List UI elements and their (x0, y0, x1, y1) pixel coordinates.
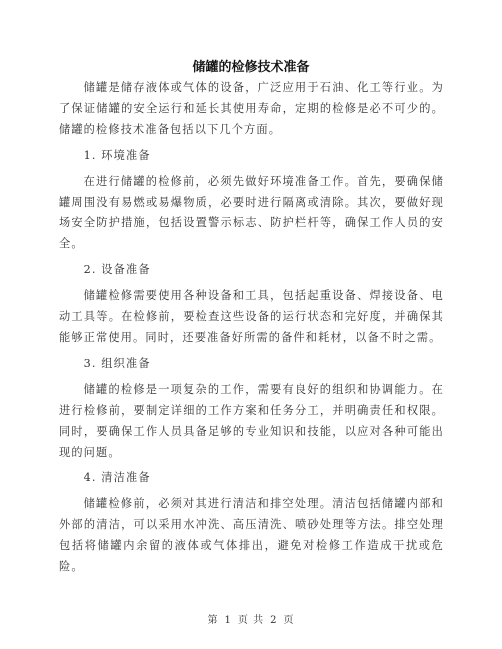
section-body-environment: 在进行储罐的检修前，必须先做好环境准备工作。首先，要确保储罐周围没有易燃或易爆物质，必要时进行隔离或清除。其次，要做好现场安全防护措施，包括设置警示标志、防护栏杆等，确保工作人员的安全。 (59, 174, 444, 251)
document-body (59, 78, 444, 583)
footer-prefix: 第 (207, 615, 219, 626)
footer-total-pages: 2 (270, 615, 278, 626)
section-body-organization: 储罐的检修是一项复杂的工作，需要有良好的组织和协调能力。在进行检修前，要制定详细的工作方案和任务分工，并明确责任和权限。同时，要确保工作人员具备足够的专业知识和技能，以应对各种可能出现的问题。 (59, 382, 444, 459)
footer-current-page: 1 (224, 615, 232, 626)
intro-paragraph: 储罐是储存液体或气体的设备，广泛应用于石油、化工等行业。为了保证储罐的安全运行和延长其使用寿命，定期的检修是必不可少的。储罐的检修技术准备包括以下几个方面。 (59, 81, 444, 136)
section-body-equipment: 储罐检修需要使用各种设备和工具，包括起重设备、焊接设备、电动工具等。在检修前，要检查这些设备的运行状态和完好度，并确保其能够正常使用。同时，还要准备好所需的备件和耗材，以备不时之需。 (59, 289, 444, 344)
section-heading-organization: 3. 组织准备 (83, 356, 151, 370)
footer-suffix: 页 (283, 615, 295, 626)
document-title: 储罐的检修技术准备 (192, 60, 310, 75)
section-heading-environment: 1. 环境准备 (83, 148, 151, 162)
section-heading-cleaning: 4. 清洁准备 (83, 471, 151, 485)
page-footer (0, 611, 502, 626)
section-body-cleaning: 储罐检修前，必须对其进行清洁和排空处理。清洁包括储罐内部和外部的清洁，可以采用水冲洗、高压清洗、喷砂处理等方法。排空处理包括将储罐内余留的液体或气体排出，避免对检修工作造成干扰或危险。 (59, 497, 444, 574)
footer-middle: 页 共 (237, 615, 265, 626)
section-heading-equipment: 2. 设备准备 (83, 263, 151, 277)
